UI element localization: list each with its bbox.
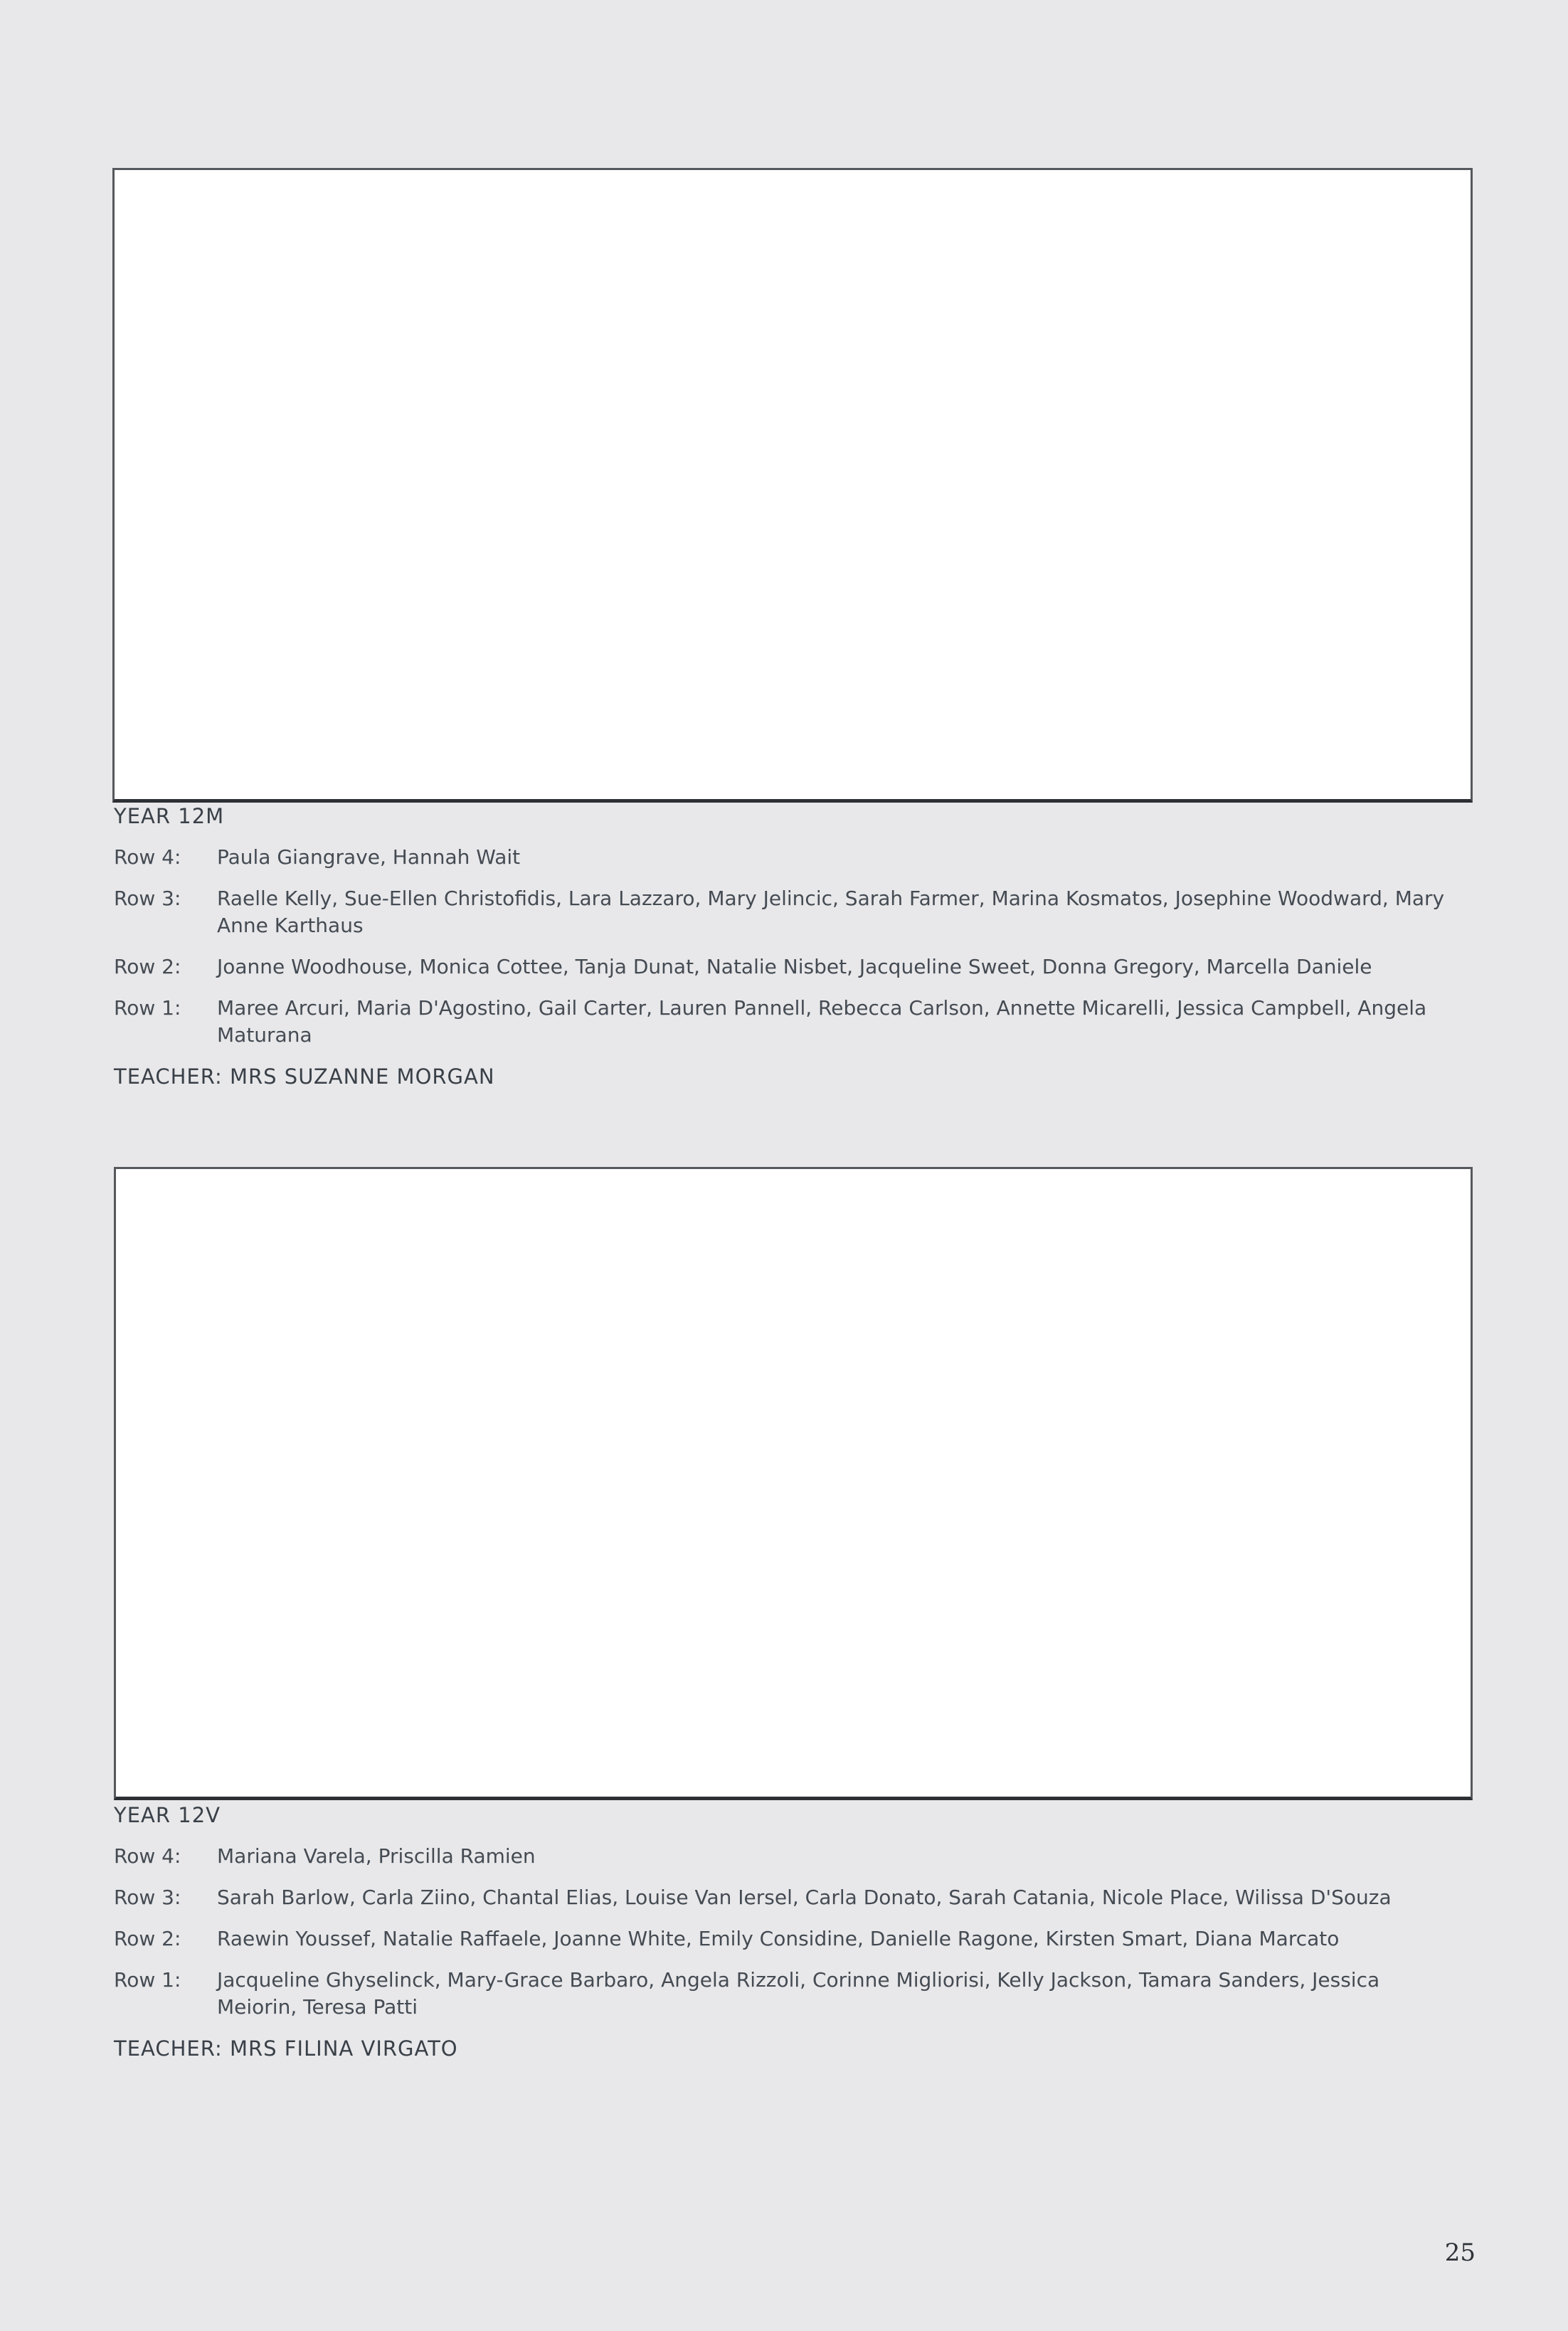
row-names: Joanne Woodhouse, Monica Cottee, Tanja Dunat, Natalie Nisbet, Jacqueline Sweet, Donna Gregory, Marcella Daniele [217, 955, 1372, 978]
class-title: YEAR 12M [114, 804, 225, 828]
row-label: Row 4: [114, 845, 181, 869]
row-label: Row 1: [114, 1968, 181, 1992]
photo-row [114, 995, 1458, 1049]
photo-row [114, 844, 1458, 871]
row-names: Jacqueline Ghyselinck, Mary-Grace Barbaro, Angela Rizzoli, Corinne Migliorisi, Kelly Jackson, Tamara Sanders, Jessica Meiorin, Teresa Patti [217, 1968, 1380, 2019]
row-label: Row 3: [114, 887, 181, 910]
row-label: Row 4: [114, 1844, 181, 1868]
row-names: Mariana Varela, Priscilla Ramien [217, 1844, 536, 1868]
photo-row [114, 1925, 1458, 1952]
row-label: Row 2: [114, 1927, 181, 1950]
class-title: YEAR 12V [114, 1803, 221, 1827]
row-label: Row 2: [114, 955, 181, 978]
class-photo-year-12m [112, 168, 1473, 803]
class-photo-year-12v [114, 1167, 1473, 1800]
teacher-name: TEACHER: MRS FILINA VIRGATO [114, 2036, 458, 2061]
row-names: Raewin Youssef, Natalie Raffaele, Joanne White, Emily Considine, Danielle Ragone, Kirsten Smart, Diana Marcato [217, 1927, 1340, 1950]
row-label: Row 3: [114, 1886, 181, 1909]
photo-row [114, 885, 1458, 939]
photo-row [114, 1967, 1458, 2021]
class-caption-year-12v [114, 1802, 1458, 2062]
row-names: Paula Giangrave, Hannah Wait [217, 845, 521, 869]
photo-row [114, 1884, 1458, 1911]
class-caption-year-12m [114, 803, 1458, 1090]
photo-row [114, 1843, 1458, 1870]
row-names: Raelle Kelly, Sue-Ellen Christofidis, Lara Lazzaro, Mary Jelincic, Sarah Farmer, Marina Kosmatos, Josephine Woodward, Mary Anne Karthaus [217, 887, 1445, 937]
teacher-name: TEACHER: MRS SUZANNE MORGAN [114, 1064, 495, 1089]
row-names: Maree Arcuri, Maria D'Agostino, Gail Carter, Lauren Pannell, Rebecca Carlson, Annette Micarelli, Jessica Campbell, Angela Maturana [217, 996, 1427, 1047]
row-label: Row 1: [114, 996, 181, 1020]
photo-row [114, 953, 1458, 980]
page-number: 25 [1444, 2238, 1476, 2267]
row-names: Sarah Barlow, Carla Ziino, Chantal Elias, Louise Van Iersel, Carla Donato, Sarah Catania, Nicole Place, Wilissa D'Souza [217, 1886, 1392, 1909]
